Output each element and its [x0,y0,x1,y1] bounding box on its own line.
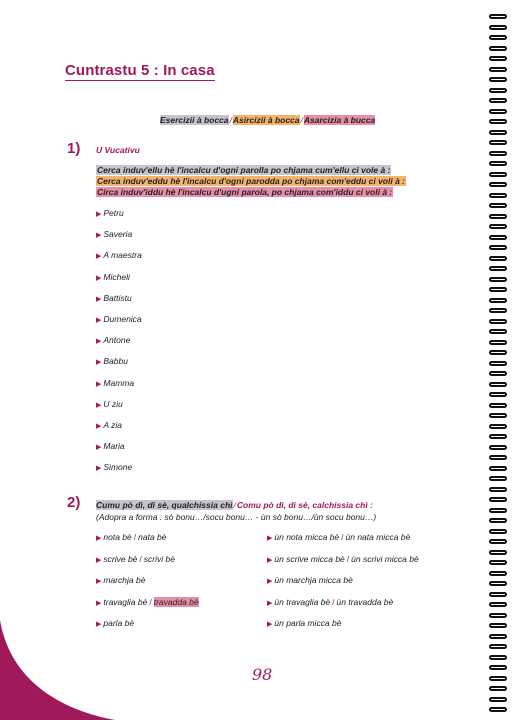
separator: / [341,532,344,542]
spiral-ring [489,224,507,229]
phrase-text: scrive bè [103,553,138,564]
separator: / [149,596,152,607]
list-item [96,229,132,239]
spiral-ring [489,193,507,198]
list-item-label: A zia [103,420,122,430]
spiral-ring [489,466,507,471]
section-2-subtitle: (Adopra a forma : sò bonu…/socu bonu… - ùn sò bonu…/ùn socu bonu…) [96,512,377,522]
spiral-ring [489,77,507,82]
phrase-item [267,532,410,542]
list-item-label: Antone [103,335,131,346]
bullet-arrow-icon: ▶ [96,423,102,430]
spiral-ring [489,361,507,366]
spiral-ring [489,109,507,114]
spiral-ring [489,172,507,177]
list-item-label: Simone [103,462,133,473]
bullet-arrow-icon: ▶ [96,359,102,367]
bullet-arrow-icon: ▶ [96,465,102,473]
phrase-text: parla bè [103,618,135,628]
spiral-ring [489,161,507,166]
list-item [96,378,134,388]
spiral-ring [489,35,507,40]
bullet-arrow-icon: ▶ [96,444,102,452]
separator: / [233,500,236,510]
list-item-label: Saveria [103,229,133,240]
list-item-label: Micheli [103,271,130,282]
spiral-ring [489,266,507,271]
spiral-ring [489,476,507,481]
instruction-variant-1: Cerca induv'ellu hè l'incalcu d'ogni parolla po chjama cum'ellu ci vole à : [97,165,391,175]
exercise-type-variant-1: Esercizii à bocca [160,115,229,125]
spiral-ring [489,707,507,712]
spiral-ring [489,392,507,397]
list-item-label: U ziu [103,398,123,409]
phrase-text: ùn marchja micca bè [274,575,353,585]
spiral-ring [489,56,507,61]
bullet-arrow-icon: ▶ [96,621,102,628]
phrase-item [96,532,167,542]
bullet-arrow-icon: ▶ [267,621,273,628]
spiral-ring [489,602,507,607]
spiral-ring [489,88,507,93]
spiral-ring [489,214,507,219]
spiral-ring [489,434,507,439]
bullet-arrow-icon: ▶ [267,599,273,607]
spiral-ring [489,676,507,681]
list-item [96,399,123,409]
separator: / [133,532,137,542]
spiral-ring [489,98,507,103]
phrase-text: travaglia bè [103,596,148,607]
section-2-title [96,500,373,510]
list-item-label: Battistu [103,292,132,303]
bullet-arrow-icon: ▶ [96,599,102,607]
phrase-item [96,618,134,628]
phrase-text: ùn nota micca bè [274,532,340,542]
separator: / [300,115,303,125]
instruction-variant-3: Circa induv'iddu hè l'incalcu d'ugni parola, po chjama com'iddu ci voli à : [97,187,393,197]
bullet-arrow-icon: ▶ [96,295,102,303]
spiral-ring [489,539,507,544]
spiral-ring [489,14,507,19]
bullet-arrow-icon: ▶ [267,556,273,564]
spiral-ring [489,350,507,355]
phrase-variant: ùn scrivi micca bè [351,553,419,564]
spiral-ring [489,403,507,408]
instruction-variant-2: Cerca induv'eddu hè l'incalcu d'ogni parodda po chjama com'eddu ci voli à : [97,176,406,186]
spiral-ring [489,413,507,418]
page-title: Cuntrastu 5 : In casa [65,62,215,79]
list-item-label: Mamma [103,377,135,388]
separator: / [332,596,335,607]
spiral-ring [489,571,507,576]
separator: / [139,553,142,564]
phrase-text: ùn scrive micca bè [274,553,345,564]
spiral-ring [489,686,507,691]
bullet-arrow-icon: ▶ [96,338,102,346]
spiral-ring [489,319,507,324]
spiral-ring [489,550,507,555]
spiral-ring [489,455,507,460]
section-2-title-variant-1: Cumu pò dì, dì sè, qualchissia chì [96,500,233,510]
spiral-ring [489,665,507,670]
bullet-arrow-icon: ▶ [96,535,102,542]
spiral-ring [489,623,507,628]
spiral-ring [489,308,507,313]
phrase-variant: travadda bè [153,596,199,607]
spiral-ring [489,298,507,303]
list-item [96,293,132,303]
phrase-text: nota bè [103,532,132,542]
list-item [96,272,130,282]
phrase-text: ùn travaglia bè [274,596,331,607]
separator: / [346,553,350,564]
spiral-ring [489,487,507,492]
list-item [96,356,128,366]
phrase-item [96,554,175,564]
bullet-arrow-icon: ▶ [96,253,102,261]
section-2-number: 2) [67,494,81,511]
corner-decoration [0,620,120,720]
list-item-label: A maestra [103,250,142,261]
spiral-ring [489,445,507,450]
spiral-ring [489,182,507,187]
spiral-ring [489,529,507,534]
list-item [96,335,130,345]
phrase-text: ùn parla micca bè [274,618,342,628]
spiral-ring [489,140,507,145]
list-item [96,420,122,430]
spiral-ring [489,592,507,597]
spiral-ring [489,634,507,639]
spiral-ring [489,130,507,135]
bullet-arrow-icon: ▶ [267,535,273,542]
bullet-arrow-icon: ▶ [96,317,102,324]
spiral-ring [489,46,507,51]
spiral-ring [489,287,507,292]
bullet-arrow-icon: ▶ [96,380,102,388]
spiral-ring [489,119,507,124]
spiral-ring [489,424,507,429]
separator: / [229,115,232,125]
bullet-arrow-icon: ▶ [96,556,102,564]
list-item [96,462,132,472]
phrase-item [267,554,419,564]
phrase-item [267,597,393,607]
section-1-number: 1) [67,140,81,157]
exercise-type-label [160,115,375,125]
spiral-ring [489,508,507,513]
page-number: 98 [252,665,273,684]
spiral-ring [489,67,507,72]
section-1-title: U Vucativu [96,145,140,155]
bullet-arrow-icon: ▶ [96,232,102,240]
spiral-ring [489,329,507,334]
spiral-ring [489,518,507,523]
spiral-ring [489,151,507,156]
spiral-ring [489,371,507,376]
spiral-ring [489,203,507,208]
bullet-arrow-icon: ▶ [267,578,273,585]
exercise-type-variant-3: Asarcizia à bucca [303,115,376,125]
list-item [96,314,142,324]
bullet-arrow-icon: ▶ [96,211,102,218]
spiral-ring [489,581,507,586]
spiral-ring [489,560,507,565]
spiral-ring [489,613,507,618]
phrase-variant: scrivi bè [143,553,175,564]
spiral-ring [489,25,507,30]
phrase-variant: ùn nata micca bè [345,532,411,542]
list-item [96,441,125,451]
exercise-type-variant-2: Asircizii à bocca [232,115,300,125]
spiral-ring [489,340,507,345]
phrase-variant: ùn travadda bè [336,596,394,607]
phrase-item [267,618,341,628]
spiral-ring [489,497,507,502]
spiral-ring [489,245,507,250]
spiral-ring [489,382,507,387]
bullet-arrow-icon: ▶ [96,274,102,282]
phrase-item [267,575,353,585]
section-1-instructions [96,165,406,198]
bullet-arrow-icon: ▶ [96,401,102,409]
list-item-label: Dumenica [103,314,142,324]
phrase-variant: nata bè [138,532,167,542]
phrase-text: marchja bè [103,575,146,585]
list-item [96,208,124,218]
spiral-ring [489,235,507,240]
list-item-label: Babbu [103,356,128,367]
spiral-ring [489,277,507,282]
spiral-ring [489,644,507,649]
phrase-item [96,597,199,607]
spiral-ring [489,697,507,702]
list-item-label: Petru [103,208,124,218]
section-2-title-variant-2: Comu pò dì, dì sè, calchissia chì : [236,500,373,510]
bullet-arrow-icon: ▶ [96,578,102,585]
phrase-item [96,575,145,585]
spiral-ring [489,655,507,660]
list-item-label: Maria [103,441,125,452]
spiral-ring [489,256,507,261]
list-item [96,250,142,260]
